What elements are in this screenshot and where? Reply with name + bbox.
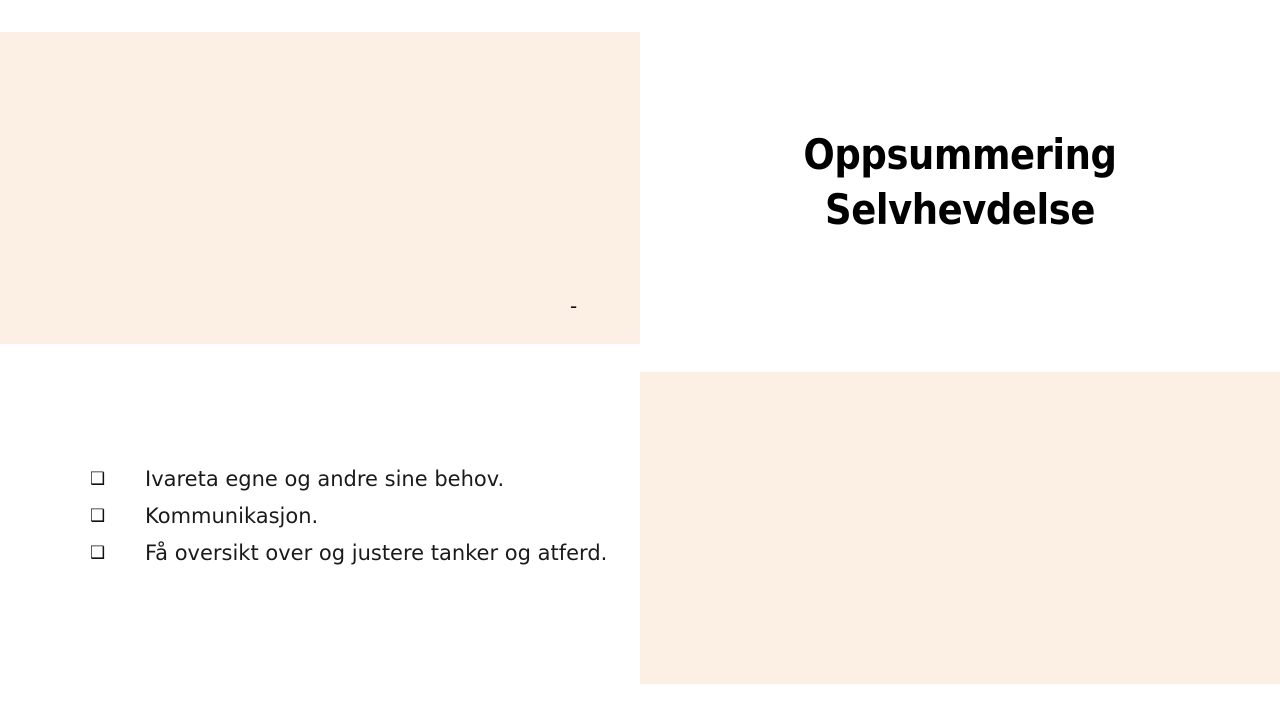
checkbox-bullet-icon: ❑ [90,469,106,489]
dash-mark: - [570,294,578,318]
page-title [696,128,1224,237]
page-title-line-2: Selvhevdelse [825,184,1095,234]
list-item-label: Få oversikt over og justere tanker og atferd. [145,541,608,565]
list-item [90,499,610,533]
bullet-list [90,462,610,573]
checkbox-bullet-icon: ❑ [90,506,106,526]
page-title-line-1: Oppsummering [803,130,1117,179]
list-item-label: Kommunikasjon. [145,504,319,528]
list-item [90,462,610,496]
list-item-label: Ivareta egne og andre sine behov. [145,467,505,491]
list-item [90,536,610,570]
checkbox-bullet-icon: ❑ [90,543,106,563]
decorative-block-top-left [0,32,640,344]
decorative-block-bottom-right [640,372,1280,684]
